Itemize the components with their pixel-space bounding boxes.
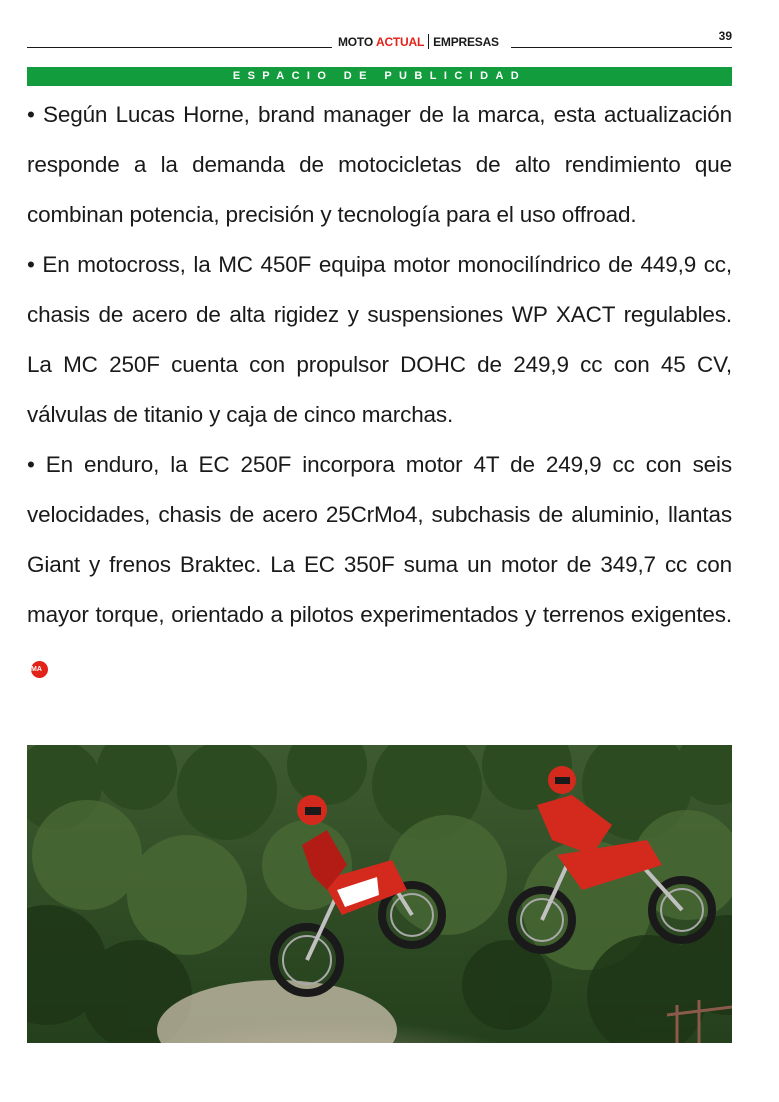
paragraph-text: • En enduro, la EC 250F incorpora motor 4T de 249,9 cc con seis velocidades, chasis de acero 25CrMo4, subchasis de aluminio, llantas Giant y frenos Braktec. La EC 350F suma un motor de 349,7 cc con mayor torque, orientado a pilotos experimentados y terrenos exigentes.	[27, 452, 732, 627]
motocross-photo	[27, 745, 732, 1043]
paragraph-text: • Según Lucas Horne, brand manager de la marca, esta actualización responde a la demanda de motocicletas de alto rendimiento que combinan potencia, precisión y tecnología para el uso offroad.	[27, 102, 732, 227]
magazine-header	[338, 33, 499, 49]
page-number: 39	[718, 29, 732, 43]
header-rule-left	[27, 47, 332, 48]
paragraph	[27, 440, 732, 690]
header-rule-right	[511, 47, 732, 48]
paragraph	[27, 90, 732, 240]
section-name: EMPRESAS	[433, 35, 499, 49]
ad-banner	[27, 67, 732, 86]
brand-actual: ACTUAL	[375, 35, 425, 49]
motocross-photo-illustration	[27, 745, 732, 1043]
article-body	[27, 90, 732, 690]
header-divider	[428, 34, 429, 49]
ad-banner-label: ESPACIO DE PUBLICIDAD	[232, 70, 527, 82]
ma-end-icon: MA	[31, 661, 48, 678]
brand-moto: MOTO	[338, 35, 373, 49]
paragraph	[27, 240, 732, 440]
paragraph-text: • En motocross, la MC 450F equipa motor monocilíndrico de 449,9 cc, chasis de acero de alta rigidez y suspensiones WP XACT regulables. La MC 250F cuenta con propulsor DOHC de 249,9 cc con 45 CV, válvulas de titanio y caja de cinco marchas.	[27, 252, 732, 427]
